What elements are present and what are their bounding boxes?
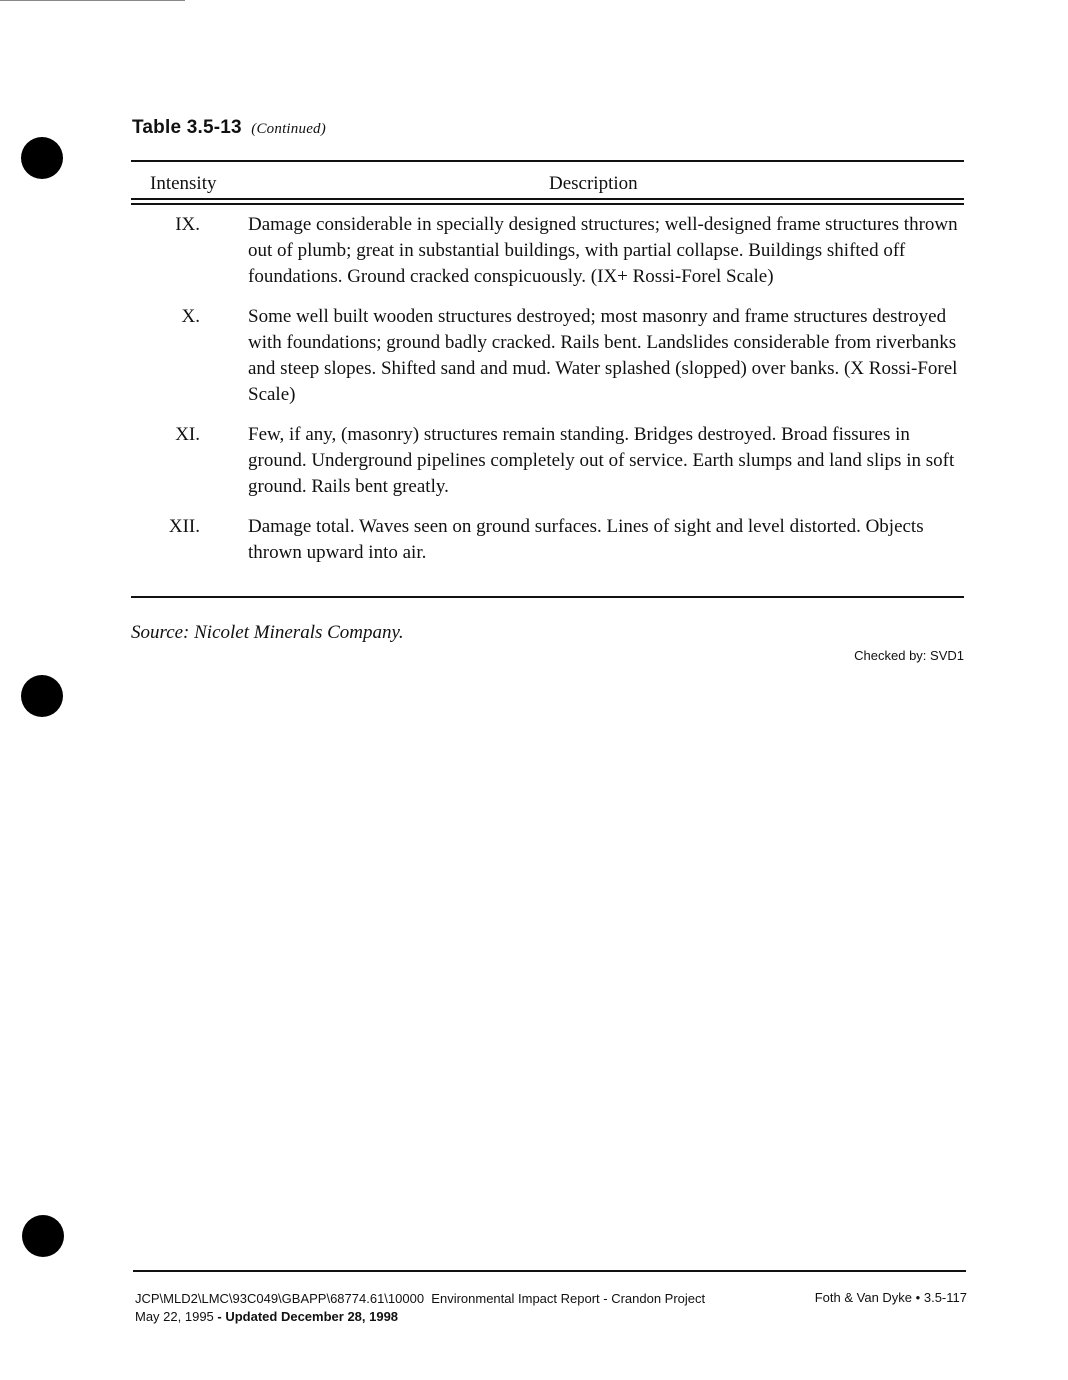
table-title (132, 117, 326, 139)
intensity-cell: IX. (175, 214, 200, 235)
header-rule-upper (131, 198, 964, 200)
intensity-cell: XI. (175, 424, 200, 445)
table-continued-label: (Continued) (251, 121, 326, 137)
header-intensity: Intensity (150, 173, 217, 194)
table-row (131, 514, 964, 566)
header-description: Description (549, 173, 638, 194)
footer-right (815, 1290, 967, 1305)
footer-bullet: • (915, 1290, 921, 1305)
scan-edge-line (0, 0, 185, 1)
table-top-rule (131, 160, 964, 162)
intensity-cell: X. (181, 306, 200, 327)
table-bottom-rule (131, 596, 964, 598)
page-number: 3.5-117 (923, 1290, 967, 1305)
table-row (131, 304, 964, 408)
footer-rule (133, 1270, 966, 1272)
table-row (131, 212, 964, 290)
footer-left (135, 1290, 705, 1326)
table-body (131, 212, 964, 580)
description-cell: Damage total. Waves seen on ground surfaces. Lines of sight and level distorted. Objects thrown upward into air. (248, 516, 924, 563)
footer-report-title: Environmental Impact Report - Crandon Project (431, 1291, 706, 1306)
binder-hole-middle (21, 675, 63, 717)
description-cell: Damage considerable in specially designed structures; well-designed frame structures thrown out of plumb; great in substantial buildings, with partial collapse. Buildings shifted off foundations. Ground cracked conspicuously. (IX+ Rossi-Forel Scale) (248, 214, 958, 287)
footer-date: May 22, 1995 (135, 1309, 214, 1324)
footer-file-path: JCP\MLD2\LMC\93C049\GBAPP\68774.61\10000 (135, 1291, 425, 1306)
intensity-cell: XII. (168, 516, 200, 537)
footer-company: Foth & Van Dyke (814, 1290, 913, 1305)
source-note: Source: Nicolet Minerals Company. (131, 622, 404, 643)
table-number: Table 3.5-13 (132, 117, 242, 138)
binder-hole-top (21, 137, 63, 179)
table-row (131, 422, 964, 500)
header-rule-lower (131, 203, 964, 205)
checked-by: Checked by: SVD1 (854, 648, 964, 663)
footer-updated: - Updated December 28, 1998 (217, 1309, 399, 1324)
binder-hole-bottom (22, 1215, 64, 1257)
description-cell: Few, if any, (masonry) structures remain standing. Bridges destroyed. Broad fissures in ground. Underground pipelines completely out of service. Earth slumps and land slips in soft ground. Rails bent greatly. (248, 424, 955, 497)
description-cell: Some well built wooden structures destroyed; most masonry and frame structures destroyed with foundations; ground badly cracked. Rails bent. Landslides considerable from riverbanks and steep slopes. Shifted sand and mud. Water splashed (slopped) over banks. (X Rossi-Forel Scale) (248, 306, 958, 405)
